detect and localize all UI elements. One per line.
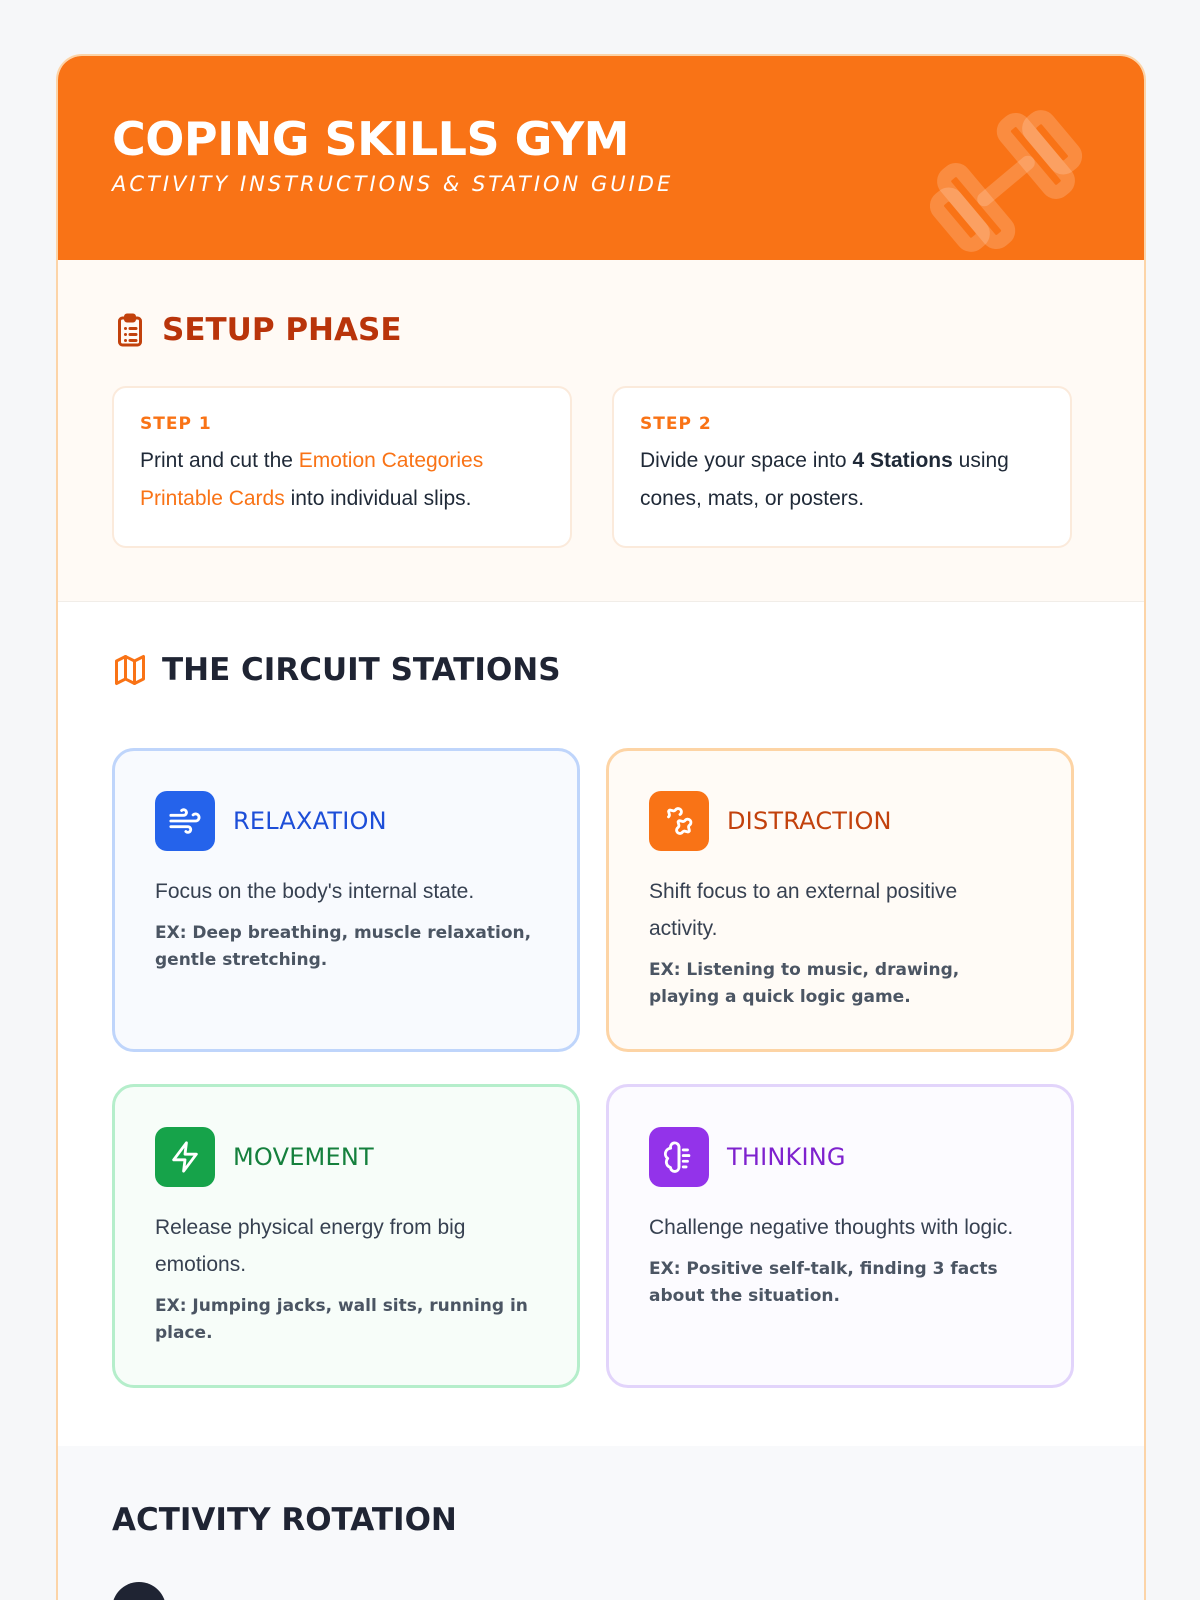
- rotation-heading: ACTIVITY ROTATION: [112, 1502, 457, 1538]
- stations-heading: [112, 652, 561, 688]
- setup-heading: [112, 312, 402, 348]
- setup-section: [58, 260, 1144, 602]
- step-label: STEP 2: [640, 414, 712, 434]
- rotation-item: [112, 1582, 166, 1600]
- step-text-bold: 4 Stations: [852, 449, 953, 472]
- station-card-distraction: [606, 748, 1074, 1052]
- station-example: EX: Deep breathing, muscle relaxation, gentle stretching.: [155, 923, 532, 970]
- rotation-section: [58, 1446, 1144, 1600]
- rotation-step-number: [112, 1582, 166, 1600]
- station-icon-badge: [649, 1127, 709, 1187]
- station-icon-badge: [155, 791, 215, 851]
- map-icon: [112, 652, 148, 688]
- station-description: Focus on the body's internal state.: [155, 880, 475, 903]
- header-banner: [58, 56, 1144, 260]
- step-label: STEP 1: [140, 414, 212, 434]
- station-name: RELAXATION: [233, 807, 387, 835]
- step-text-part: into individual slips.: [284, 487, 472, 510]
- station-name: DISTRACTION: [727, 807, 892, 835]
- step-card-2: [612, 386, 1072, 548]
- step-text-part: using cones, mats, or posters.: [640, 449, 1009, 510]
- station-example: EX: Listening to music, drawing, playing a quick logic game.: [649, 960, 960, 1007]
- lightning-icon: [168, 1140, 202, 1174]
- step-text-part: Divide your space into: [640, 449, 853, 472]
- dumbbell-icon: [886, 96, 1126, 260]
- step-card-1: [112, 386, 572, 548]
- brain-icon: [662, 1140, 696, 1174]
- printable-cards-link[interactable]: Emotion Categories Printable Cards: [140, 449, 484, 510]
- guide-card: [56, 54, 1146, 1600]
- station-name: MOVEMENT: [233, 1143, 374, 1171]
- station-card-relaxation: [112, 748, 580, 1052]
- station-description: Release physical energy from big emotions.: [155, 1216, 466, 1276]
- station-example: EX: Jumping jacks, wall sits, running in place.: [155, 1296, 528, 1343]
- clipboard-list-icon: [112, 312, 148, 348]
- station-card-thinking: [606, 1084, 1074, 1388]
- page-subtitle: ACTIVITY INSTRUCTIONS & STATION GUIDE: [112, 172, 674, 196]
- step-text: [640, 442, 1044, 518]
- wind-icon: [168, 804, 202, 838]
- station-icon-badge: [649, 791, 709, 851]
- page-title: COPING SKILLS GYM: [112, 112, 629, 166]
- step-text-part: Print and cut the: [140, 449, 299, 472]
- station-name: THINKING: [727, 1143, 846, 1171]
- step-text: [140, 442, 544, 518]
- station-description: Shift focus to an external positive activity.: [649, 880, 958, 940]
- stations-heading-text: THE CIRCUIT STATIONS: [162, 652, 561, 688]
- station-icon-badge: [155, 1127, 215, 1187]
- puzzle-icon: [662, 804, 696, 838]
- station-card-movement: [112, 1084, 580, 1388]
- station-example: EX: Positive self-talk, finding 3 facts about the situation.: [649, 1259, 998, 1306]
- setup-heading-text: SETUP PHASE: [162, 312, 402, 348]
- station-description: Challenge negative thoughts with logic.: [649, 1216, 1014, 1239]
